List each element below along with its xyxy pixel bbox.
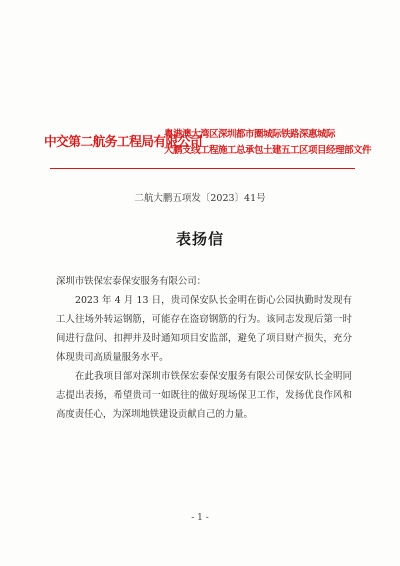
issuer-company-name: 中交第二航务工程局有限公司 <box>44 135 202 150</box>
letter-body <box>56 272 352 424</box>
letterhead-divider <box>50 168 355 169</box>
body-paragraph-1: 2023 年 4 月 13 日，贵司保安队长金明在街心公园执勤时发现有工人往场外转运钢筋，可能存在盗窃钢筋的行为。该同志发现后第一时间进行盘问、扣押并及时通知项目安监部，避免了项目财产损失，充分体现贵司高质量服务水平。 <box>56 295 352 363</box>
project-department-name <box>164 127 371 159</box>
letterhead <box>44 127 372 161</box>
project-name-line-1: 粤港澳大湾区深圳都市圈城际铁路深惠城际 <box>164 129 336 140</box>
document-title: 表扬信 <box>175 230 224 248</box>
body-paragraph-2: 在此我项目部对深圳市铁保宏泰保安服务有限公司保安队长金明同志提出表扬，希望贵司一如既往的做好现场保卫工作，发扬优良作风和高度责任心，为深圳地铁建设贡献自己的力量。 <box>56 371 352 420</box>
project-name-line-2: 大鹏支线工程施工总承包土建五工区项目经理部文件 <box>164 145 372 156</box>
document-number: 二航大鹏五项发〔2023〕41号 <box>134 193 266 204</box>
page-number: - 1 - <box>191 513 209 523</box>
salutation: 深圳市铁保宏泰保安服务有限公司： <box>56 276 207 287</box>
